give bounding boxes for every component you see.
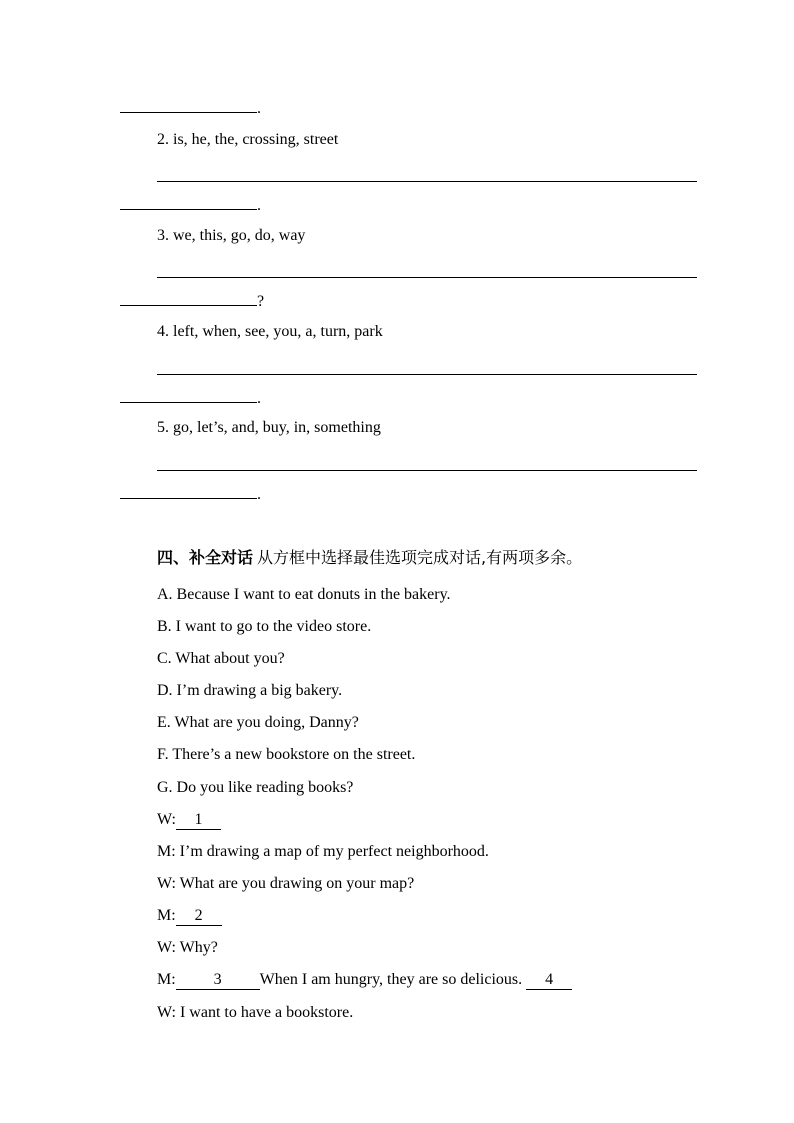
answer-line-3[interactable] [157,277,697,278]
speaker-label: M: [157,971,176,988]
answer-blank[interactable] [120,195,257,210]
option-g: G. Do you like reading books? [157,779,354,796]
dialogue-blank-1[interactable]: 1 [176,811,221,830]
speaker-label: M: [157,907,176,924]
answer-line-3-end [120,291,264,312]
question-2-prompt: 2. is, he, the, crossing, street [157,131,339,148]
section-title: 四、补全对话 [157,548,254,567]
dialogue-line-2: M: I’m drawing a map of my perfect neighborhood. [157,843,489,860]
answer-blank[interactable] [120,484,257,499]
dialogue-line-1 [157,810,221,830]
section-instruction: 从方框中选择最佳选项完成对话,有两项多余。 [257,548,583,567]
answer-blank[interactable] [120,98,257,113]
option-f: F. There’s a new bookstore on the street. [157,746,416,763]
option-b: B. I want to go to the video store. [157,618,372,635]
dialogue-line-3: W: What are you drawing on your map? [157,875,415,892]
answer-punctuation: . [257,390,261,407]
answer-line-4[interactable] [157,374,697,375]
dialogue-line-4 [157,906,222,926]
question-3-prompt: 3. we, this, go, do, way [157,227,306,244]
dialogue-text: When I am hungry, they are so delicious. [259,971,523,988]
option-d: D. I’m drawing a big bakery. [157,682,343,699]
answer-line-1-end [120,98,261,119]
answer-line-2[interactable] [157,181,697,182]
dialogue-line-7: W: I want to have a bookstore. [157,1004,354,1021]
answer-punctuation: ? [257,293,265,310]
answer-blank[interactable] [120,291,257,306]
question-5-prompt: 5. go, let’s, and, buy, in, something [157,419,381,436]
option-a: A. Because I want to eat donuts in the bakery. [157,586,451,603]
answer-line-2-end [120,195,261,216]
answer-line-5-end [120,484,261,505]
section-4-heading [157,548,582,569]
answer-punctuation: . [257,197,261,214]
dialogue-blank-4[interactable]: 4 [526,971,572,990]
answer-punctuation: . [257,486,261,503]
option-c: C. What about you? [157,650,285,667]
answer-line-4-end [120,388,261,409]
question-4-prompt: 4. left, when, see, you, a, turn, park [157,323,383,340]
speaker-label: W: [157,811,176,828]
dialogue-blank-3[interactable]: 3 [176,971,260,990]
answer-punctuation: . [257,100,261,117]
dialogue-line-6 [157,970,572,990]
answer-blank[interactable] [120,388,257,403]
dialogue-line-5: W: Why? [157,939,218,956]
answer-line-5[interactable] [157,470,697,471]
dialogue-blank-2[interactable]: 2 [176,907,222,926]
option-e: E. What are you doing, Danny? [157,714,359,731]
